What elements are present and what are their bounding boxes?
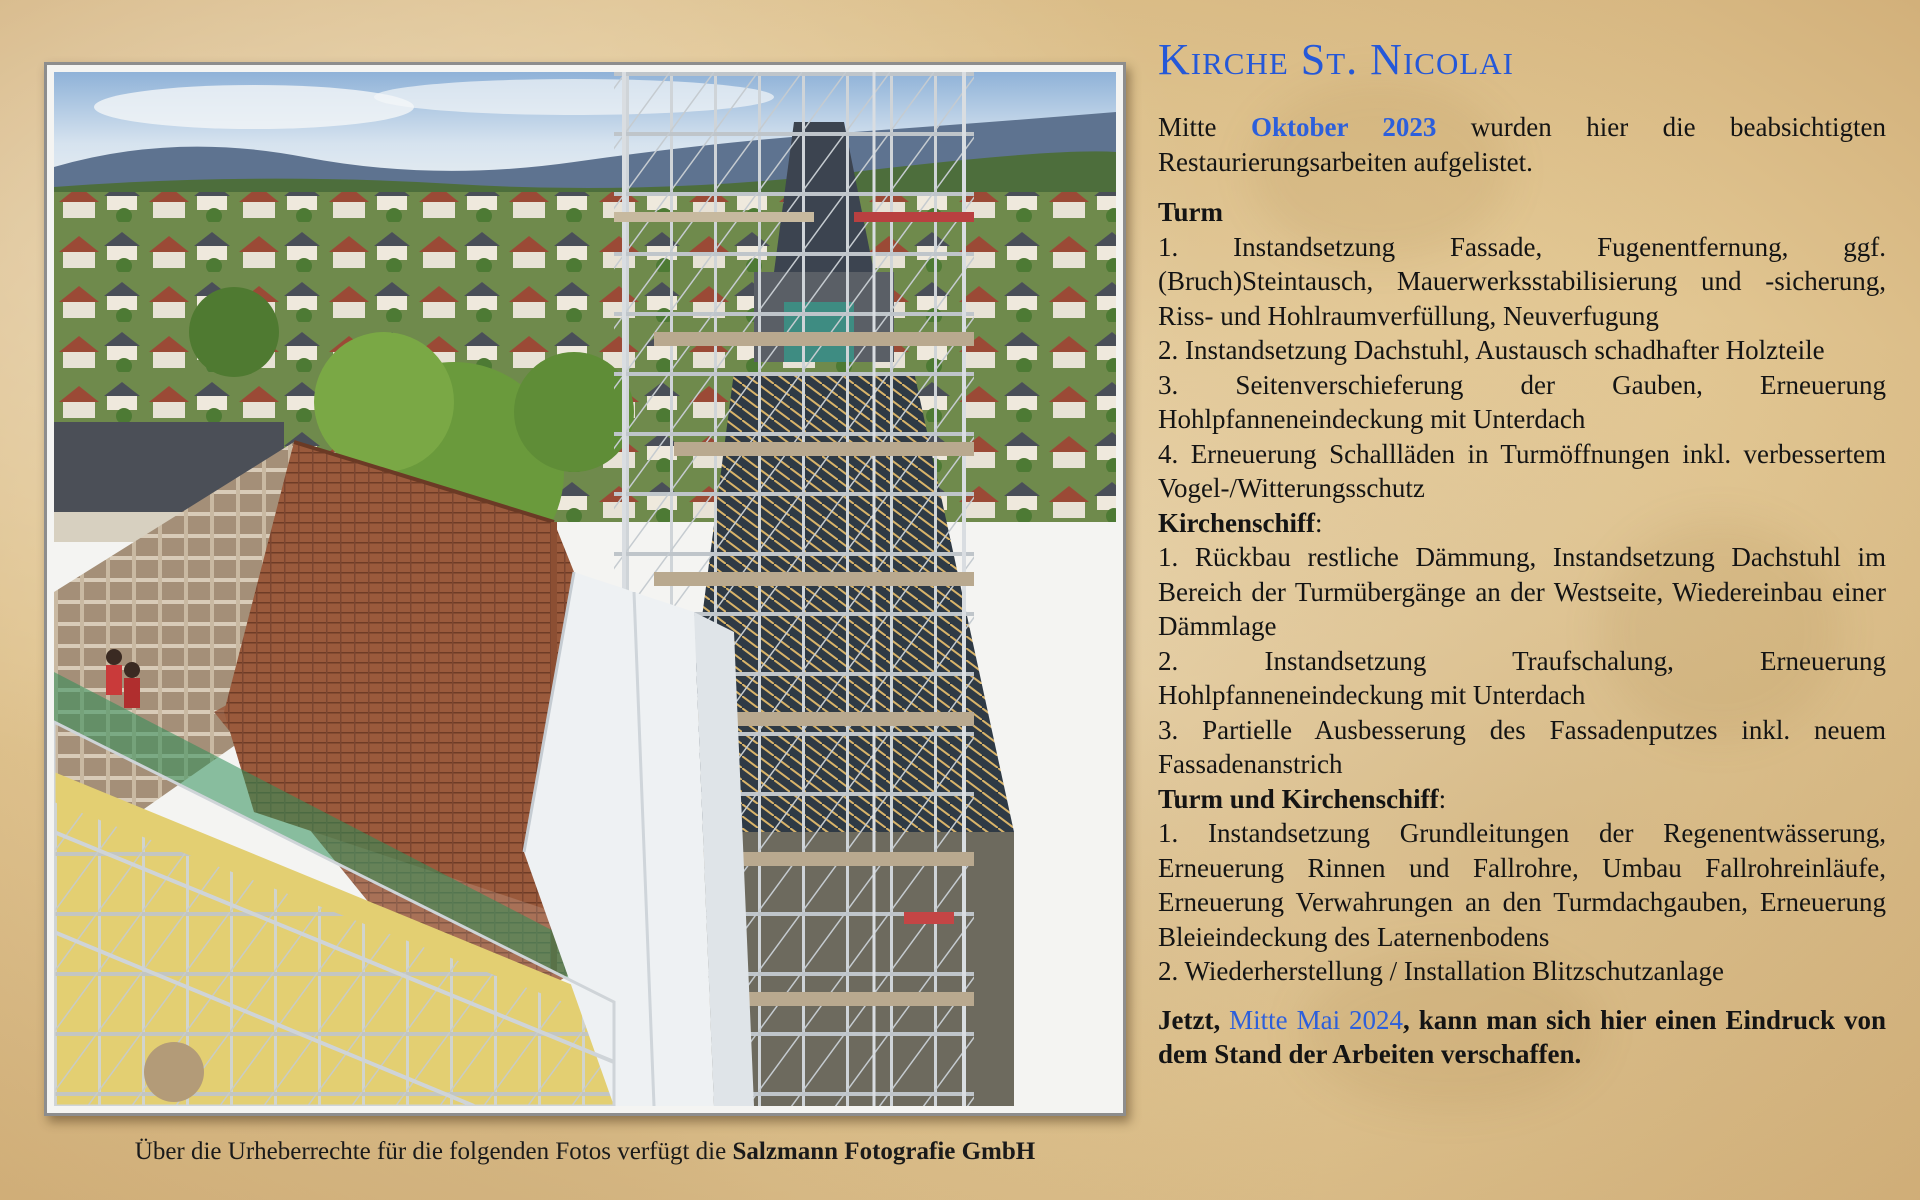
list-item: 1. Instandsetzung Grundleitungen der Regenentwässerung, Erneuerung Rinnen und Fallrohre, Umbau Fallrohreinläufe, Erneuerung Verwahrungen an den Turmdachgauben, Erneuerung Bleieindeckung des Laternenbodens xyxy=(1158,818,1886,952)
text-column xyxy=(1158,32,1886,1072)
section-heading-suffix: : xyxy=(1438,783,1447,814)
list-item: 2. Instandsetzung Dachstuhl, Austausch schadhafter Holzteile xyxy=(1158,335,1825,365)
list-item: 1. Rückbau restliche Dämmung, Instandsetzung Dachstuhl im Bereich der Turmübergänge an der Westseite, Wiedereinbau einer Dämmlage xyxy=(1158,542,1886,641)
section-turm xyxy=(1158,195,1886,506)
list-item: 3. Partielle Ausbesserung des Fassadenputzes inkl. neuem Fassadenanstrich xyxy=(1158,714,1886,779)
section-heading-suffix: : xyxy=(1315,507,1323,538)
section-heading xyxy=(1158,782,1886,817)
section-heading xyxy=(1158,506,1886,541)
section-turm-und-kirchenschiff xyxy=(1158,782,1886,989)
list-item: 4. Erneuerung Schallläden in Turmöffnungen inkl. verbessertem Vogel-/Witterungsschutz xyxy=(1158,438,1886,503)
list-item: 2. Instandsetzung Traufschalung, Erneuerung Hohlpfanneneindeckung mit Unterdach xyxy=(1158,645,1886,710)
page-title: Kirche St. Nicolai xyxy=(1158,35,1514,84)
outro-before: Jetzt, xyxy=(1158,1004,1230,1035)
list-item: 2. Wiederherstellung / Installation Blitzschutzanlage xyxy=(1158,956,1724,986)
intro-before: Mitte xyxy=(1158,112,1251,142)
intro-paragraph xyxy=(1158,110,1886,179)
section-heading-text: Kirchenschiff xyxy=(1158,507,1315,538)
list-item: 1. Instandsetzung Fassade, Fugenentfernung, ggf. (Bruch)Steintausch, Mauerwerksstabilisierung und -sicherung, Riss- und Hohlraumverfüllung, Neuverfugung xyxy=(1158,231,1886,331)
outro-after: , kann man sich hier einen Eindruck von dem Stand der Arbeiten verschaffen. xyxy=(1158,1004,1886,1069)
outro-date: Mitte Mai 2024 xyxy=(1229,1004,1404,1035)
church-scaffolding-photo xyxy=(54,72,1116,1106)
caption-owner: Salzmann Fotografie GmbH xyxy=(732,1138,1036,1165)
section-heading-text: Turm xyxy=(1158,197,1224,227)
intro-date: Oktober 2023 xyxy=(1250,112,1437,142)
photo-frame xyxy=(44,62,1126,1116)
intro-after: wurden hier die beabsichtigten Restaurierungsarbeiten aufgelistet. xyxy=(1158,112,1886,177)
outro-paragraph xyxy=(1158,1003,1886,1072)
photo-caption xyxy=(44,1138,1126,1166)
section-heading xyxy=(1158,195,1886,230)
section-kirchenschiff xyxy=(1158,506,1886,782)
caption-prefix: Über die Urheberrechte für die folgenden Fotos verfügt die xyxy=(134,1138,727,1165)
section-heading-text: Turm und Kirchenschiff xyxy=(1158,783,1439,814)
list-item: 3. Seitenverschieferung der Gauben, Erneuerung Hohlpfanneneindeckung mit Unterdach xyxy=(1158,369,1886,434)
